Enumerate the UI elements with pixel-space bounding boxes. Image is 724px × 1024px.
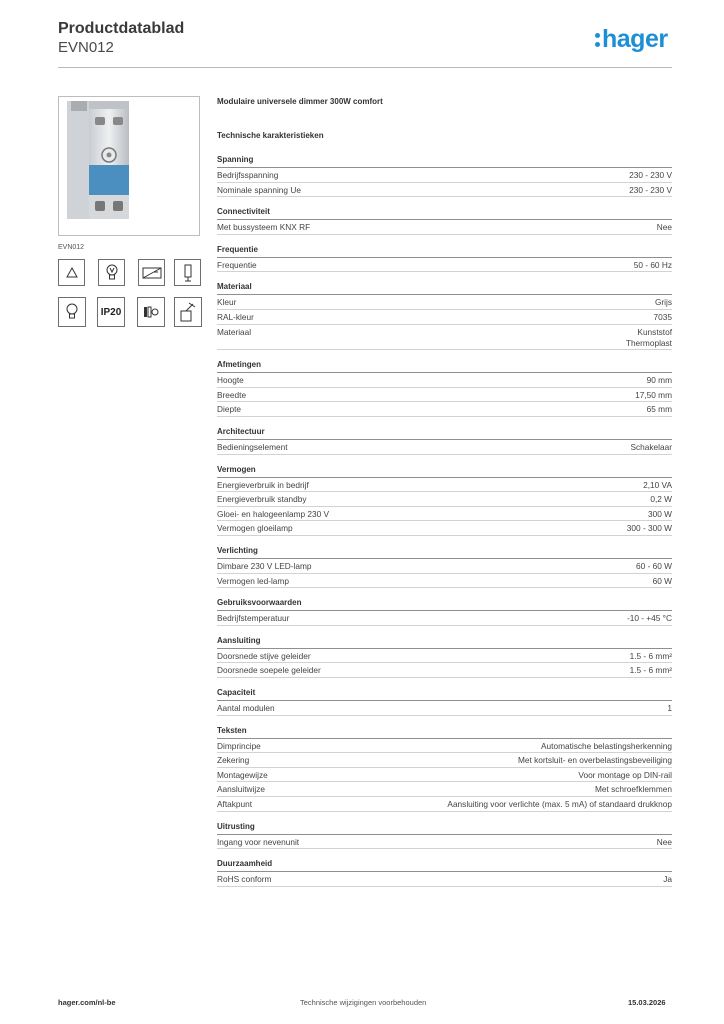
spec-label: Montagewijze [217, 769, 268, 780]
transformer-icon [138, 259, 165, 286]
spec-value: Nee [656, 836, 672, 847]
spec-value: 1.5 - 6 mm² [629, 665, 672, 676]
footer-date: 15.03.2026 [628, 998, 666, 1007]
spec-value: Ja [663, 874, 672, 885]
spec-row [217, 478, 672, 493]
product-code: EVN012 [58, 39, 114, 56]
dimmer-module-illustration [59, 97, 199, 235]
hager-logo[interactable] [594, 27, 668, 52]
spec-row [217, 753, 672, 768]
spec-label: Doorsnede stijve geleider [217, 650, 311, 661]
spec-value: Kunststof [637, 326, 672, 337]
spec-row [217, 768, 672, 783]
spec-value: 0,2 W [650, 494, 672, 505]
spec-label: Materiaal [217, 326, 252, 337]
spec-row [217, 701, 672, 716]
spec-row [217, 559, 672, 574]
spec-value: 50 - 60 Hz [633, 259, 672, 270]
section-title: Duurzaamheid [217, 859, 273, 869]
ip20-badge [97, 297, 125, 327]
logo-dots-icon [594, 33, 601, 47]
bulb-icon [58, 297, 86, 327]
spec-value: Nee [656, 222, 672, 233]
spec-value: -10 - +45 °C [626, 613, 672, 624]
spec-value: 17,50 mm [635, 389, 672, 400]
spec-row [217, 388, 672, 403]
product-description: Modulaire universele dimmer 300W comfort [217, 97, 383, 106]
spec-label: Aansluitwijze [217, 784, 265, 795]
page-title: Productdatablad [58, 20, 185, 37]
spec-value: Met schroefklemmen [594, 784, 672, 795]
spec-label: Gloei- en halogeenlamp 230 V [217, 508, 330, 519]
section-title: Capaciteit [217, 688, 256, 697]
spec-value: 2,10 VA [643, 479, 672, 490]
spec-row [217, 295, 672, 310]
section-title: Spanning [217, 155, 254, 164]
spec-value: 65 mm [646, 404, 672, 415]
spec-value: 300 - 300 W [626, 523, 672, 534]
section-title: Teksten [217, 725, 247, 735]
spec-row [217, 168, 672, 183]
spec-label: Doorsnede soepele geleider [217, 665, 321, 676]
footer-notice: Technische wijzigingen voorbehouden [300, 998, 427, 1007]
spec-label: Vermogen gloeilamp [217, 523, 293, 534]
spec-value: 230 - 230 V [629, 170, 672, 180]
spec-label: Bedrijfstemperatuur [217, 613, 290, 624]
spec-row [217, 574, 672, 589]
spec-value: 300 W [648, 508, 672, 519]
spec-label: Zekering [217, 755, 250, 766]
spec-row [217, 782, 672, 797]
spec-label: Bedieningselement [217, 442, 288, 452]
spec-label: Diepte [217, 404, 241, 415]
spec-label: Dimprincipe [217, 740, 261, 751]
image-caption: EVN012 [58, 244, 85, 251]
spec-label: RoHS conform [217, 874, 272, 885]
spec-label: Energieverbruik in bedrijf [217, 479, 309, 490]
logo-text: hager [602, 25, 668, 53]
spec-label: Hoogte [217, 375, 244, 386]
section-title: Architectuur [217, 427, 265, 436]
lamp-outline-icon [58, 259, 85, 286]
tube-lamp-icon [174, 259, 201, 286]
spec-label: Nominale spanning Ue [217, 184, 301, 195]
section-title: Connectiviteit [217, 207, 270, 217]
spec-label: Energieverbruik standby [217, 494, 307, 505]
spec-value: Voor montage op DIN-rail [578, 769, 672, 780]
spec-row [217, 373, 672, 388]
spec-label: Bedrijfsspanning [217, 170, 279, 180]
spec-label: Met bussysteem KNX RF [217, 222, 311, 233]
spec-row [217, 492, 672, 507]
section-title: Verlichting [217, 546, 258, 555]
spec-value: Met kortsluit- en overbelastingsbeveiliging [517, 755, 672, 766]
led-driver-icon [137, 297, 165, 327]
spec-row [217, 507, 672, 522]
spec-row [217, 663, 672, 678]
spec-row [217, 835, 672, 850]
spec-row [217, 611, 672, 626]
spec-value: Schakelaar [630, 442, 672, 452]
spec-row [217, 521, 672, 536]
spec-value: 1 [667, 703, 672, 713]
spec-row [217, 402, 672, 417]
spec-value: Grijs [654, 297, 672, 308]
section-title: Vermogen [217, 464, 256, 474]
footer-link[interactable]: hager.com/nl-be [58, 998, 116, 1007]
product-image [58, 96, 200, 236]
section-title: Afmetingen [217, 360, 261, 370]
spec-label: Vermogen led-lamp [217, 575, 289, 586]
spec-row [217, 872, 672, 887]
spec-row [217, 440, 672, 455]
section-title: Aansluiting [217, 635, 261, 645]
spec-label: Aantal modulen [217, 703, 275, 713]
spec-value: Automatische belastingsherkenning [541, 740, 672, 751]
spec-row [217, 325, 672, 351]
spec-label: RAL-kleur [217, 312, 254, 322]
spec-label: Kleur [217, 297, 237, 308]
spec-row [217, 797, 672, 812]
spec-row [217, 649, 672, 664]
spec-label: Frequentie [217, 259, 257, 270]
tech-heading: Technische karakteristieken [217, 131, 324, 140]
spec-value: 230 - 230 V [629, 184, 672, 195]
spec-label: Aftakpunt [217, 799, 253, 809]
section-title: Frequentie [217, 244, 258, 254]
push-button-icon [174, 297, 202, 327]
spec-value: 60 - 60 W [636, 561, 672, 571]
ip20-label: IP20 [100, 306, 122, 318]
spec-value: 1.5 - 6 mm² [629, 650, 672, 661]
spec-value: 60 W [652, 575, 672, 586]
section-title: Gebruiksvoorwaarden [217, 598, 302, 608]
spec-row [217, 220, 672, 235]
spec-row [217, 258, 672, 273]
spec-value: 7035 [653, 312, 672, 322]
spec-value-line2: Thermoplast [625, 337, 672, 348]
spec-label: Dimbare 230 V LED-lamp [217, 561, 312, 571]
spec-row [217, 183, 672, 198]
section-title: Materiaal [217, 282, 252, 292]
spec-row [217, 739, 672, 754]
spec-value: 90 mm [646, 375, 672, 386]
spec-row [217, 310, 672, 325]
incandescent-bulb-icon [98, 259, 125, 286]
spec-label: Breedte [217, 389, 247, 400]
spec-label: Ingang voor nevenunit [217, 836, 300, 847]
spec-value: Aansluiting voor verlichte (max. 5 mA) of standaard drukknop [447, 799, 672, 809]
section-title: Uitrusting [217, 821, 255, 831]
header-divider [58, 67, 672, 68]
